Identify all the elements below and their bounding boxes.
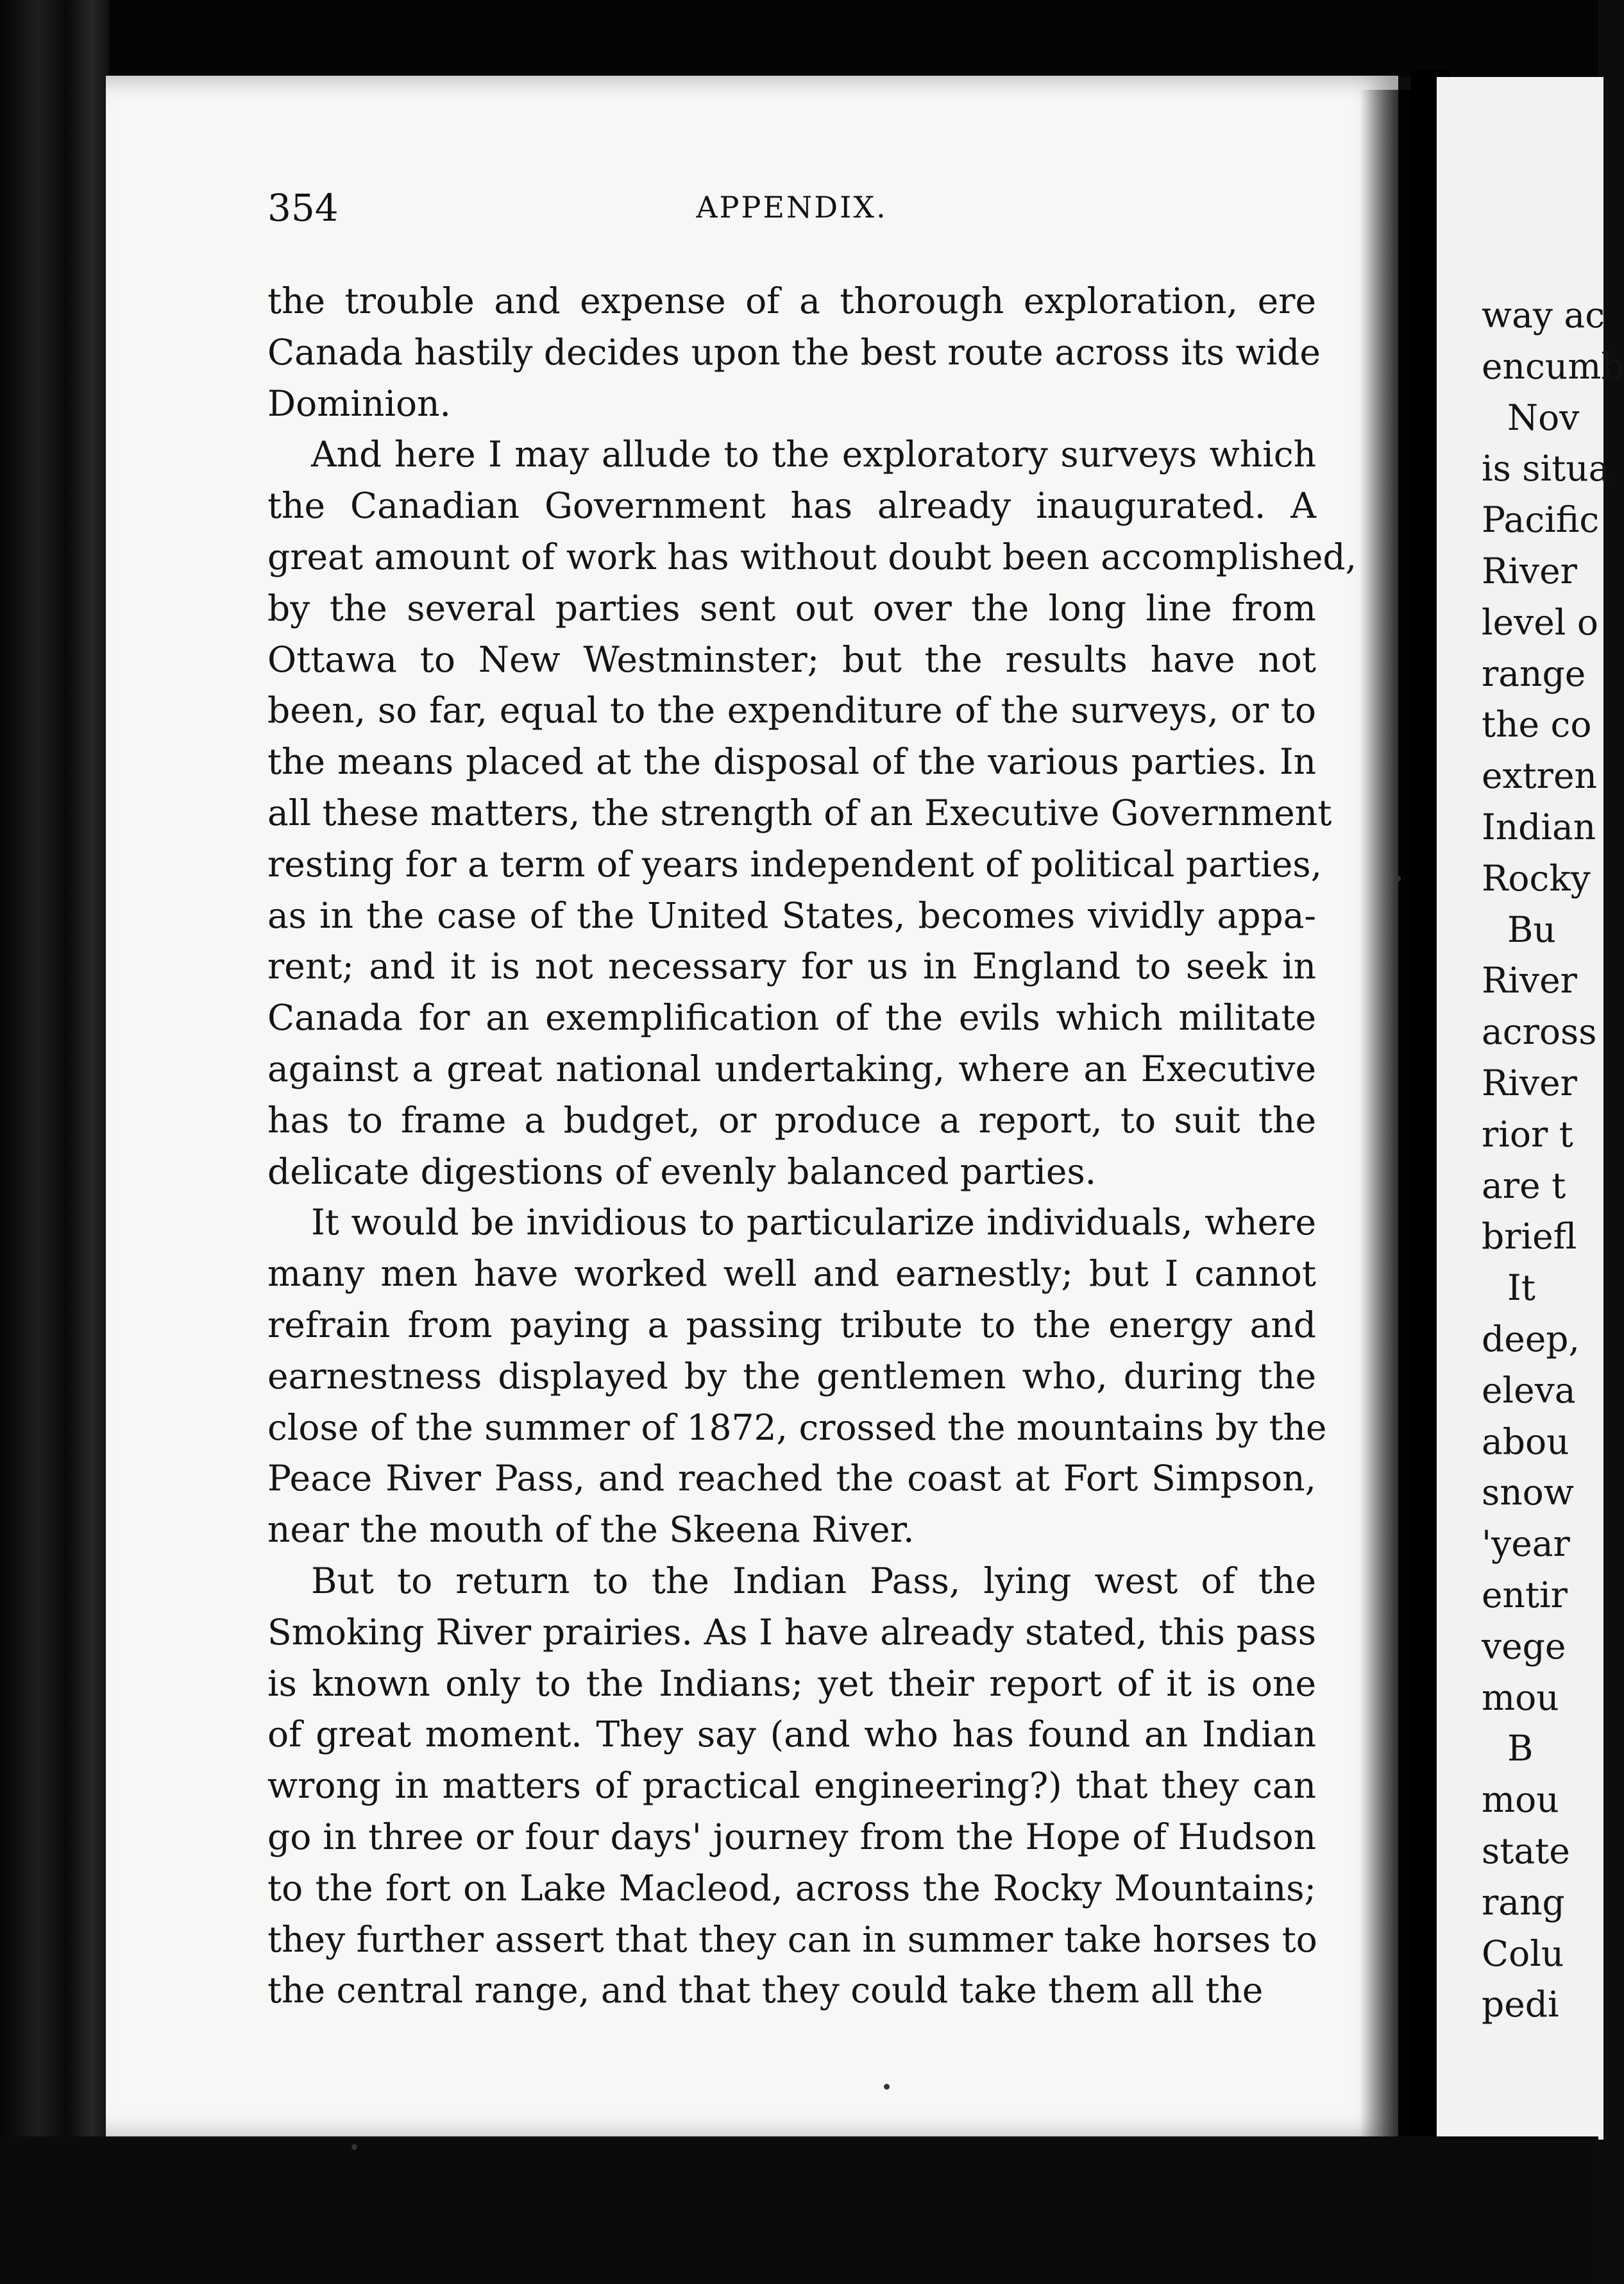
- text-line: the central range, and that they could take them all the: [267, 1970, 1264, 2011]
- facing-page-fragment: extren: [1482, 755, 1597, 797]
- text-line: wrong in matters of practical engineering?) that they can: [267, 1765, 1316, 1807]
- facing-page-fragment: rior t: [1482, 1113, 1573, 1155]
- text-line: Canada hastily decides upon the best route across its wide: [267, 331, 1321, 373]
- facing-page-fragment: state: [1482, 1830, 1570, 1871]
- facing-page-fragment: B: [1507, 1728, 1534, 1769]
- page-number: 354: [267, 186, 339, 230]
- text-line: is known only to the Indians; yet their report of it is one: [267, 1662, 1316, 1704]
- facing-page-fragment: abou: [1482, 1420, 1569, 1462]
- text-line: But to return to the Indian Pass, lying west of the: [311, 1560, 1316, 1601]
- text-line: refrain from paying a passing tribute to the energy and: [267, 1304, 1316, 1345]
- running-head: APPENDIX.: [696, 190, 888, 225]
- text-line: rent; and it is not necessary for us in England to seek in: [267, 946, 1316, 987]
- text-line: by the several parties sent out over the long line from: [267, 587, 1316, 629]
- facing-page-fragment: mou: [1482, 1676, 1559, 1718]
- facing-page-fragment: the co: [1482, 704, 1592, 746]
- facing-page-text: [1482, 290, 1624, 2031]
- scan-bottom-edge: [0, 2136, 1598, 2284]
- facing-page-fragment: 'year: [1482, 1523, 1570, 1565]
- page-header: [267, 186, 1316, 244]
- facing-page-fragment: Pacific: [1482, 499, 1600, 541]
- facing-page-fragment: Indian: [1482, 806, 1596, 848]
- facing-page-fragment: briefl: [1482, 1216, 1577, 1257]
- facing-page-fragment: across: [1482, 1011, 1597, 1053]
- page-body: [267, 276, 1357, 2016]
- text-line: all these matters, the strength of an Executive Government: [267, 792, 1332, 833]
- facing-page-fragment: River: [1482, 550, 1577, 592]
- text-line: Peace River Pass, and reached the coast at Fort Simpson,: [267, 1458, 1316, 1499]
- text-line: been, so far, equal to the expenditure of the surveys, or to: [267, 690, 1316, 731]
- text-line: they further assert that they can in summer take horses to: [267, 1918, 1317, 1960]
- facing-page-fragment: eleva: [1482, 1369, 1576, 1411]
- text-line: as in the case of the United States, becomes vividly appa-: [267, 894, 1316, 936]
- text-line: Dominion.: [267, 382, 451, 424]
- facing-page-fragment: rang: [1482, 1881, 1565, 1923]
- facing-page-fragment: Nov: [1507, 396, 1580, 438]
- facing-page-fragment: deep,: [1482, 1318, 1580, 1359]
- facing-page-fragment: Bu: [1507, 908, 1556, 950]
- text-line: close of the summer of 1872, crossed the mountains by the: [267, 1406, 1327, 1448]
- text-line: delicate digestions of evenly balanced parties.: [267, 1150, 1097, 1192]
- text-line: many men have worked well and earnestly; but I cannot: [267, 1253, 1316, 1295]
- facing-page-fragment: level o: [1482, 601, 1598, 643]
- text-line: Smoking River prairies. As I have already stated, this pass: [267, 1611, 1316, 1653]
- facing-page-fragment: are t: [1482, 1164, 1566, 1206]
- facing-page-fragment: vege: [1482, 1625, 1566, 1667]
- facing-page-fragment: encumb: [1482, 345, 1624, 387]
- text-line: the means placed at the disposal of the various parties. In: [267, 741, 1316, 783]
- text-line: against a great national undertaking, where an Executive: [267, 1048, 1316, 1089]
- print-speck: [884, 2084, 890, 2090]
- book-spine: [0, 0, 109, 2284]
- text-line: to the fort on Lake Macleod, across the Rocky Mountains;: [267, 1867, 1316, 1909]
- text-line: the Canadian Government has already inaugurated. A: [267, 485, 1316, 527]
- print-speck: [351, 2144, 357, 2150]
- text-line: go in three or four days' journey from the Hope of Hudson: [267, 1816, 1316, 1857]
- facing-page-fragment: is situa: [1482, 448, 1610, 490]
- text-line: earnestness displayed by the gentlemen who, during the: [267, 1355, 1316, 1397]
- facing-page-fragment: pedi: [1482, 1984, 1559, 2025]
- facing-page-fragment: range: [1482, 652, 1586, 694]
- text-line: Canada for an exemplification of the evils which militate: [267, 997, 1316, 1039]
- facing-page-fragment: mou: [1482, 1779, 1559, 1821]
- text-line: resting for a term of years independent of political parties,: [267, 843, 1323, 885]
- facing-page-fragment: Colu: [1482, 1932, 1564, 1974]
- facing-page-fragment: River: [1482, 960, 1577, 1001]
- scan-top-edge: [0, 0, 1598, 77]
- facing-page-fragment: entir: [1482, 1574, 1568, 1615]
- text-line: And here I may allude to the exploratory surveys which: [311, 434, 1316, 475]
- text-line: of great moment. They say (and who has found an Indian: [267, 1714, 1316, 1755]
- text-line: the trouble and expense of a thorough exploration, ere: [267, 280, 1316, 321]
- text-line: It would be invidious to particularize individuals, where: [311, 1202, 1316, 1243]
- print-speck: [1395, 876, 1401, 882]
- text-line: near the mouth of the Skeena River.: [267, 1509, 915, 1551]
- facing-page-fragment: Rocky: [1482, 857, 1591, 899]
- text-line: has to frame a budget, or produce a report, to suit the: [267, 1099, 1316, 1141]
- text-line: great amount of work has without doubt been accomplished,: [267, 536, 1357, 577]
- facing-page-fragment: It: [1507, 1267, 1535, 1309]
- text-line: Ottawa to New Westminster; but the results have not: [267, 638, 1316, 680]
- facing-page-fragment: way ac: [1482, 294, 1605, 336]
- facing-page-fragment: snow: [1482, 1472, 1574, 1513]
- facing-page-fragment: River: [1482, 1062, 1577, 1104]
